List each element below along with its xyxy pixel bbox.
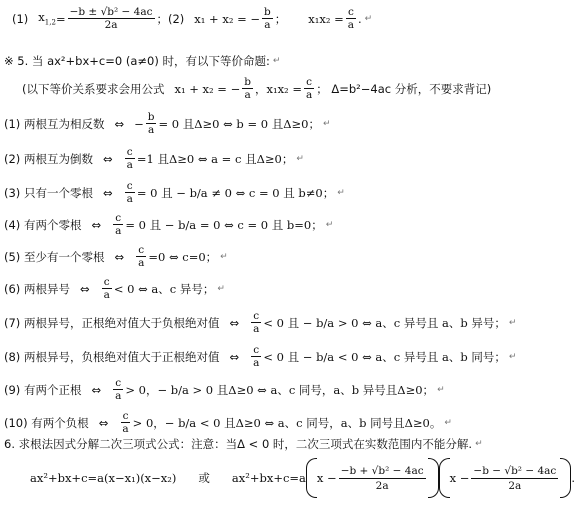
equivalence-item: (2) 两根互为倒数 ⇔ $\frac{c}{a}$ =1 且Δ≥0 ⇔ a = c 且Δ≥0； ↵ bbox=[4, 146, 304, 171]
quadratic-formula-denominator: 2a bbox=[104, 19, 118, 31]
product-of-roots: x₁x₂ = bbox=[308, 11, 344, 26]
root-2-fraction: $\frac{\text{−b − √b² − 4ac}}{2a}$ bbox=[473, 464, 557, 492]
equivalence-arrow: ⇔ bbox=[229, 315, 240, 330]
item-label: (1) 两根互为相反数 bbox=[4, 116, 105, 131]
factorization-form-a: ax²+bx+c=a(x−x₁)(x−x₂) bbox=[30, 471, 177, 485]
equivalence-item: (3) 只有一个零根 ⇔ $\frac{c}{a}$ = 0 且 − b/a ≠ 0 ⇔ c = 0 且 b≠0； ↵ bbox=[4, 180, 345, 205]
quadratic-formula-fraction bbox=[68, 6, 155, 31]
equivalence-arrow: ⇔ bbox=[114, 249, 125, 264]
item-label: (2) 两根互为倒数 bbox=[4, 151, 93, 166]
left-paren-2 bbox=[439, 458, 450, 498]
right-paren-2 bbox=[560, 458, 571, 498]
equals-sign: = bbox=[55, 11, 66, 26]
equivalence-arrow: ⇔ bbox=[79, 281, 90, 296]
separator: ； bbox=[156, 11, 168, 26]
equivalence-item: (7) 两根异号，正根绝对值大于负根绝对值 ⇔ $\frac{c}{a}$ < 0 且 − b/a > 0 ⇔ a、c 异号且 a、b 异号； ↵ bbox=[4, 310, 517, 335]
condition-fraction: $\frac{c}{a}$ bbox=[103, 276, 110, 301]
section-6-text: 6. 求根法因式分解二次三项式公式：注意：当Δ < 0 时，二次三项式在实数范围内不能分解. bbox=[4, 437, 473, 451]
section-5-text: ※ 5. 当 ax²+bx+c=0 (a≠0) 时，有以下等价命题: bbox=[4, 54, 270, 68]
paragraph-mark: ↵ bbox=[364, 13, 373, 24]
item-condition: < 0 且 − b/a > 0 ⇔ a、c 异号且 a、b 异号； bbox=[263, 315, 506, 330]
formula-line-roots: (1) $x_{1,2}$ = $\frac{\text{−b ± √b² − 4ac}}{2a}$ ； (2) x₁ + x₂ = − $\frac{b}{a}$ ； x₁x₂ = $\frac{c}{a}$ . ↵ bbox=[12, 6, 373, 31]
equivalence-arrow: ⇔ bbox=[114, 116, 125, 131]
left-paren-1 bbox=[306, 458, 317, 498]
item-condition: =0 ⇔ c=0； bbox=[148, 249, 218, 264]
quadratic-formula-numerator: −b ± √b² − 4ac bbox=[69, 6, 153, 18]
item-condition: < 0 且 − b/a < 0 ⇔ a、c 异号且 a、b 同号； bbox=[263, 349, 506, 364]
condition-fraction: $\frac{c}{a}$ bbox=[253, 344, 260, 369]
item-label: (10) 有两个负根 bbox=[4, 415, 89, 430]
item-number-2: (2) bbox=[168, 11, 185, 26]
item-condition: =1 且Δ≥0 ⇔ a = c 且Δ≥0； bbox=[136, 151, 294, 166]
item-condition: > 0，− b/a > 0 且Δ≥0 ⇔ a、c 同号，a、b 异号且Δ≥0； bbox=[125, 382, 435, 397]
equivalence-arrow: ⇔ bbox=[102, 185, 113, 200]
condition-fraction: $\frac{c}{a}$ bbox=[122, 410, 129, 435]
item-condition: > 0，− b/a < 0 且Δ≥0 ⇔ a、c 同号，a、b 同号且Δ≥0。 bbox=[132, 415, 442, 430]
item-label: (7) 两根异号，正根绝对值大于负根绝对值 bbox=[4, 315, 220, 330]
note-suffix: ； Δ=b²−4ac 分析，不要求背记) bbox=[316, 81, 492, 96]
condition-fraction: $\frac{c}{a}$ bbox=[115, 377, 122, 402]
item-condition: < 0 ⇔ a、c 异号； bbox=[113, 281, 215, 296]
equivalence-arrow: ⇔ bbox=[91, 217, 102, 232]
note-prefix: (以下等价关系要求会用公式 bbox=[22, 81, 165, 96]
item-condition: = 0 且 − b/a ≠ 0 ⇔ c = 0 且 b≠0； bbox=[136, 185, 335, 200]
condition-fraction: $\frac{b}{a}$ bbox=[147, 111, 155, 136]
sum-fraction: $\frac{b}{a}$ bbox=[264, 6, 271, 31]
equivalence-arrow: ⇔ bbox=[91, 382, 102, 397]
equivalence-item: (4) 有两个零根 ⇔ $\frac{c}{a}$ = 0 且 − b/a = 0 ⇔ c = 0 且 b=0； ↵ bbox=[4, 212, 334, 237]
item-label: (6) 两根异号 bbox=[4, 281, 70, 296]
condition-fraction: $\frac{c}{a}$ bbox=[115, 212, 122, 237]
equivalence-arrow: ⇔ bbox=[229, 349, 240, 364]
item-label: (8) 两根异号，负根绝对值大于正根绝对值 bbox=[4, 349, 220, 364]
condition-fraction: $\frac{c}{a}$ bbox=[138, 244, 145, 269]
item-label: (9) 有两个正根 bbox=[4, 382, 82, 397]
or-text: 或 bbox=[198, 471, 210, 485]
item-label: (5) 至少有一个零根 bbox=[4, 249, 105, 264]
condition-fraction: $\frac{c}{a}$ bbox=[126, 180, 133, 205]
item-label: (3) 只有一个零根 bbox=[4, 185, 93, 200]
section-5-heading: ※ 5. 当 ax²+bx+c=0 (a≠0) 时，有以下等价命题: ↵ bbox=[4, 54, 281, 68]
equivalence-item: (6) 两根异号 ⇔ $\frac{c}{a}$ < 0 ⇔ a、c 异号； ↵ bbox=[4, 276, 225, 301]
equivalence-arrow: ⇔ bbox=[102, 151, 113, 166]
equivalence-item: (5) 至少有一个零根 ⇔ $\frac{c}{a}$ =0 ⇔ c=0； ↵ bbox=[4, 244, 228, 269]
section-5-note: (以下等价关系要求会用公式 x₁ + x₂ = − $\frac{b}{a}$ ，x₁x₂ = $\frac{c}{a}$ ； Δ=b²−4ac 分析，不要求背记) bbox=[22, 76, 492, 101]
sum-of-roots: x₁ + x₂ = − bbox=[194, 11, 261, 26]
root-1-fraction: $\frac{\text{−b + √b² − 4ac}}{2a}$ bbox=[340, 464, 424, 492]
condition-fraction: $\frac{c}{a}$ bbox=[126, 146, 133, 171]
equivalence-item: (8) 两根异号，负根绝对值大于正根绝对值 ⇔ $\frac{c}{a}$ < 0 且 − b/a < 0 ⇔ a、c 异号且 a、b 同号； ↵ bbox=[4, 344, 517, 369]
section-6-heading: 6. 求根法因式分解二次三项式公式：注意：当Δ < 0 时，二次三项式在实数范围内不能分解. ↵ bbox=[4, 437, 483, 451]
x12-symbol: $x_{1,2}$ bbox=[38, 10, 56, 27]
product-fraction: $\frac{c}{a}$ bbox=[347, 6, 355, 31]
equivalence-item: (9) 有两个正根 ⇔ $\frac{c}{a}$ > 0，− b/a > 0 且Δ≥0 ⇔ a、c 同号，a、b 异号且Δ≥0； ↵ bbox=[4, 377, 445, 402]
item-number-1: (1) bbox=[12, 11, 29, 26]
factorization-formula: ax²+bx+c=a(x−x₁)(x−x₂) 或 ax²+bx+c=a x − $\frac{\text{−b + √b² − 4ac}}{2a}$ x − $\frac{\text{−b − √b² − 4ac}}{2a}$ . bbox=[30, 458, 575, 498]
equivalence-item: (10) 有两个负根 ⇔ $\frac{c}{a}$ > 0，− b/a < 0 且Δ≥0 ⇔ a、c 同号，a、b 同号且Δ≥0。 ↵ bbox=[4, 410, 452, 435]
right-paren-1 bbox=[428, 458, 439, 498]
equivalence-item: (1) 两根互为相反数 ⇔ − $\frac{b}{a}$ = 0 且Δ≥0 ⇔ b = 0 且Δ≥0； ↵ bbox=[4, 111, 331, 136]
condition-fraction: $\frac{c}{a}$ bbox=[253, 310, 260, 335]
item-condition: = 0 且Δ≥0 ⇔ b = 0 且Δ≥0； bbox=[158, 116, 320, 131]
equivalence-arrow: ⇔ bbox=[98, 415, 109, 430]
factorization-form-b: ax²+bx+c=a bbox=[231, 471, 306, 485]
item-label: (4) 有两个零根 bbox=[4, 217, 82, 232]
item-condition: = 0 且 − b/a = 0 ⇔ c = 0 且 b=0； bbox=[125, 217, 323, 232]
